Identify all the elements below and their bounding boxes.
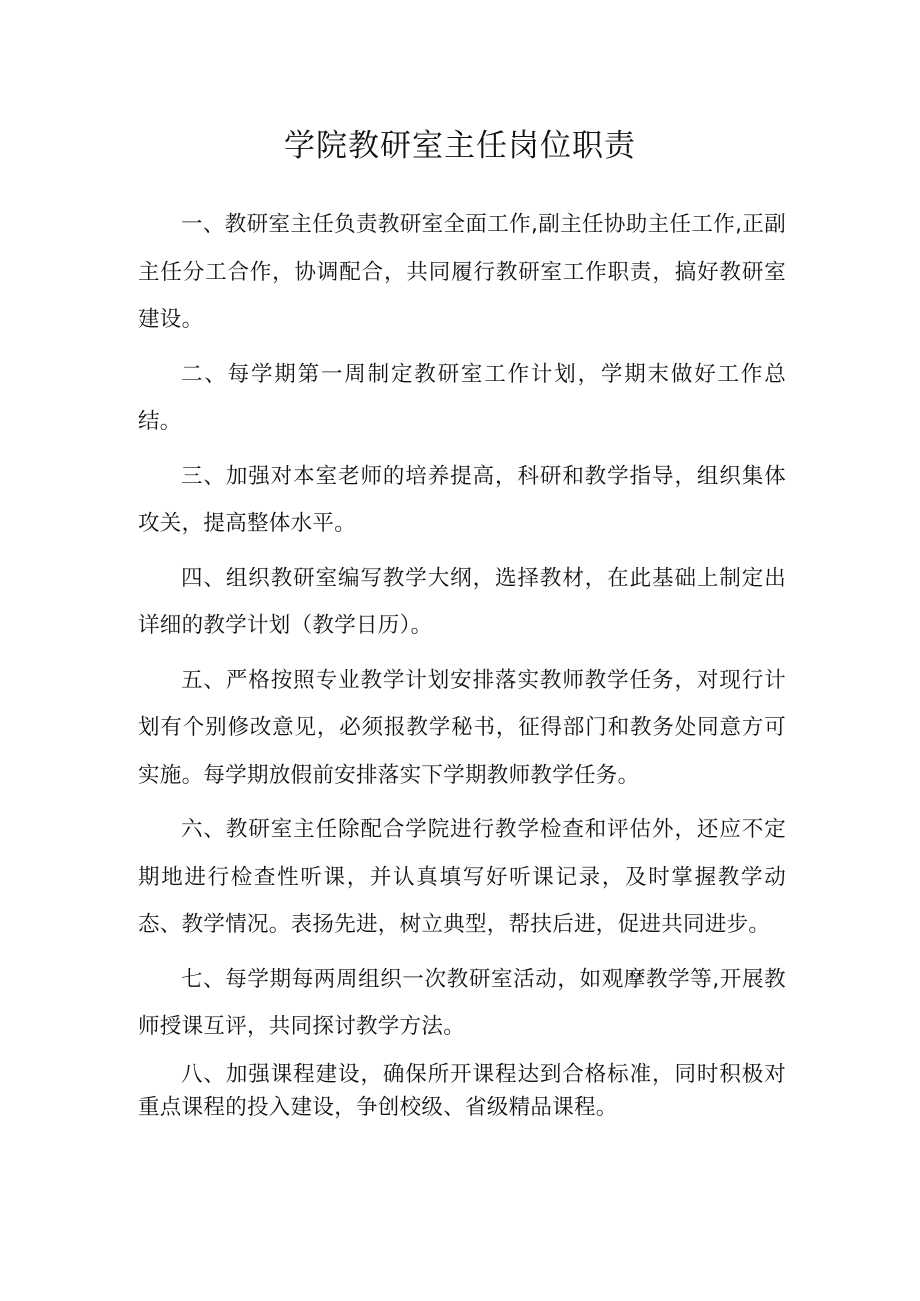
paragraph-8: 八、加强课程建设，确保所开课程达到合格标准，同时积极对重点课程的投入建设，争创校级、省级精品课程。 (138, 1061, 786, 1120)
paragraph-6: 六、教研室主任除配合学院进行教学检查和评估外，还应不定期地进行检查性听课，并认真填写好听课记录，及时掌握教学动态、教学情况。表扬先进，树立典型，帮扶后进，促进共同进步。 (138, 817, 786, 937)
paragraph-1: 一、教研室主任负责教研室全面工作,副主任协助主任工作,正副主任分工合作，协调配合，共同履行教研室工作职责，搞好教研室建设。 (138, 212, 786, 332)
paragraph-7: 七、每学期每两周组织一次教研室活动，如观摩教学等,开展教师授课互评，共同探讨教学方法。 (138, 966, 786, 1039)
paragraph-2: 二、每学期第一周制定教研室工作计划，学期末做好工作总结。 (138, 361, 786, 434)
document-title: 学院教研室主任岗位职责 (284, 128, 636, 164)
paragraph-4: 四、组织教研室编写教学大纲，选择教材，在此基础上制定出详细的教学计划（教学日历）。 (138, 565, 786, 638)
paragraph-5: 五、严格按照专业教学计划安排落实教师教学任务，对现行计划有个别修改意见，必须报教学秘书，征得部门和教务处同意方可实施。每学期放假前安排落实下学期教师教学任务。 (138, 667, 786, 788)
document-body (138, 201, 786, 1131)
paragraph-3: 三、加强对本室老师的培养提高，科研和教学指导，组织集体攻关，提高整体水平。 (138, 463, 786, 536)
